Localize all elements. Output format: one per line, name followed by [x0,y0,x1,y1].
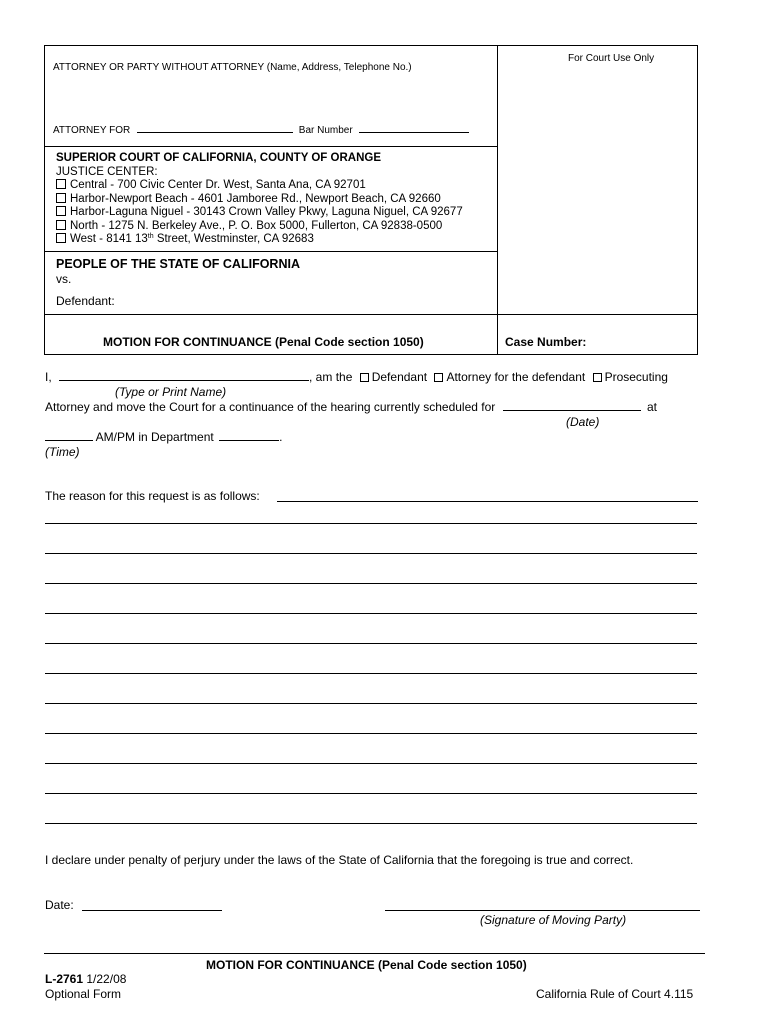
reason-line-2[interactable] [45,553,697,554]
department-field[interactable] [219,440,279,441]
reason-line-3[interactable] [45,583,697,584]
i-label: I, [45,370,52,384]
bar-number-field[interactable] [359,132,469,133]
at-label: at [646,400,657,414]
reason-line-11[interactable] [45,823,697,824]
attorney-label: ATTORNEY OR PARTY WITHOUT ATTORNEY (Name, Address, Telephone No.) [53,62,412,73]
footer-title: MOTION FOR CONTINUANCE (Penal Code section 1050) [206,958,527,972]
date-label: Date: [45,898,74,912]
declarant-name-field[interactable] [59,380,309,381]
hearing-time-field[interactable] [45,440,93,441]
case-number-label: Case Number: [505,335,587,349]
footer-rule [44,953,705,954]
bar-number-label: Bar Number [298,125,353,136]
center-option-harbor-laguna[interactable]: Harbor-Laguna Niguel - 30143 Crown Valley Pkwy, Laguna Niguel, CA 92677 [56,206,463,220]
checkbox-west[interactable] [56,233,66,243]
attorney-name-field[interactable] [53,78,493,122]
attorney-for-label: ATTORNEY FOR [53,125,131,136]
type-name-hint: (Type or Print Name) [115,385,227,399]
form-date: 1/22/08 [86,972,127,986]
declarant-row: I, , am the Defendant Attorney for the defendant Prosecuting [45,370,668,384]
time-hint: (Time) [45,445,80,459]
checkbox-prosecuting[interactable] [593,373,602,382]
hearing-date-field[interactable] [503,410,641,411]
reason-line-0[interactable] [277,501,698,502]
center-option-west[interactable]: West - 8141 13th Street, Westminster, CA 92683 [56,233,463,247]
checkbox-attorney[interactable] [434,373,443,382]
reason-line-4[interactable] [45,613,697,614]
checkbox-central[interactable] [56,179,66,189]
vs-label: vs. [56,272,72,286]
court-block [56,152,463,247]
reason-line-5[interactable] [45,643,697,644]
move-row [45,400,657,414]
form-title: MOTION FOR CONTINUANCE (Penal Code section 1050) [103,335,424,349]
caption-divider-vertical [497,45,498,355]
reason-line-1[interactable] [45,523,697,524]
defendant-label: Defendant: [56,294,115,308]
attorney-for-row [53,125,469,136]
reason-line-10[interactable] [45,793,697,794]
plaintiff-name: PEOPLE OF THE STATE OF CALIFORNIA [56,257,300,271]
reason-line-9[interactable] [45,763,697,764]
court-use-label: For Court Use Only [568,53,655,64]
move-text: Attorney and move the Court for a continuance of the hearing currently scheduled for [45,400,496,414]
am-the-label: , am the [309,370,353,384]
attorney-for-field[interactable] [137,132,293,133]
signature-date-field[interactable] [82,910,222,911]
caption-divider-2 [44,251,498,252]
ampm-text: AM/PM in Department [95,430,214,444]
center-option-north[interactable]: North - 1275 N. Berkeley Ave., P. O. Box 5000, Fullerton, CA 92838-0500 [56,220,463,234]
signature-field[interactable] [385,910,700,911]
form-number-row [45,972,126,986]
reason-line-8[interactable] [45,733,697,734]
justice-center-label: JUSTICE CENTER: [56,165,158,178]
checkbox-harbor-laguna[interactable] [56,206,66,216]
time-row: AM/PM in Department . [45,430,282,444]
date-hint: (Date) [566,415,600,429]
checkbox-defendant[interactable] [360,373,369,382]
signature-hint: (Signature of Moving Party) [480,913,627,927]
optional-form-label: Optional Form [45,987,122,1001]
reason-line-7[interactable] [45,703,697,704]
caption-divider-1 [44,146,498,147]
reason-line-6[interactable] [45,673,697,674]
declaration-text: I declare under penalty of perjury under the laws of the State of California that the foregoing is true and correct. [45,853,634,867]
form-number: L-2761 [45,972,84,986]
center-option-harbor-newport[interactable]: Harbor-Newport Beach - 4601 Jamboree Rd., Newport Beach, CA 92660 [56,193,463,207]
court-name: SUPERIOR COURT OF CALIFORNIA, COUNTY OF ORANGE [56,152,381,164]
reason-label: The reason for this request is as follows: [45,489,260,503]
rule-of-court: California Rule of Court 4.115 [536,987,694,1001]
caption-divider-3 [44,314,698,315]
checkbox-harbor-newport[interactable] [56,193,66,203]
center-option-central[interactable]: Central - 700 Civic Center Dr. West, Santa Ana, CA 92701 [56,179,463,193]
checkbox-north[interactable] [56,220,66,230]
